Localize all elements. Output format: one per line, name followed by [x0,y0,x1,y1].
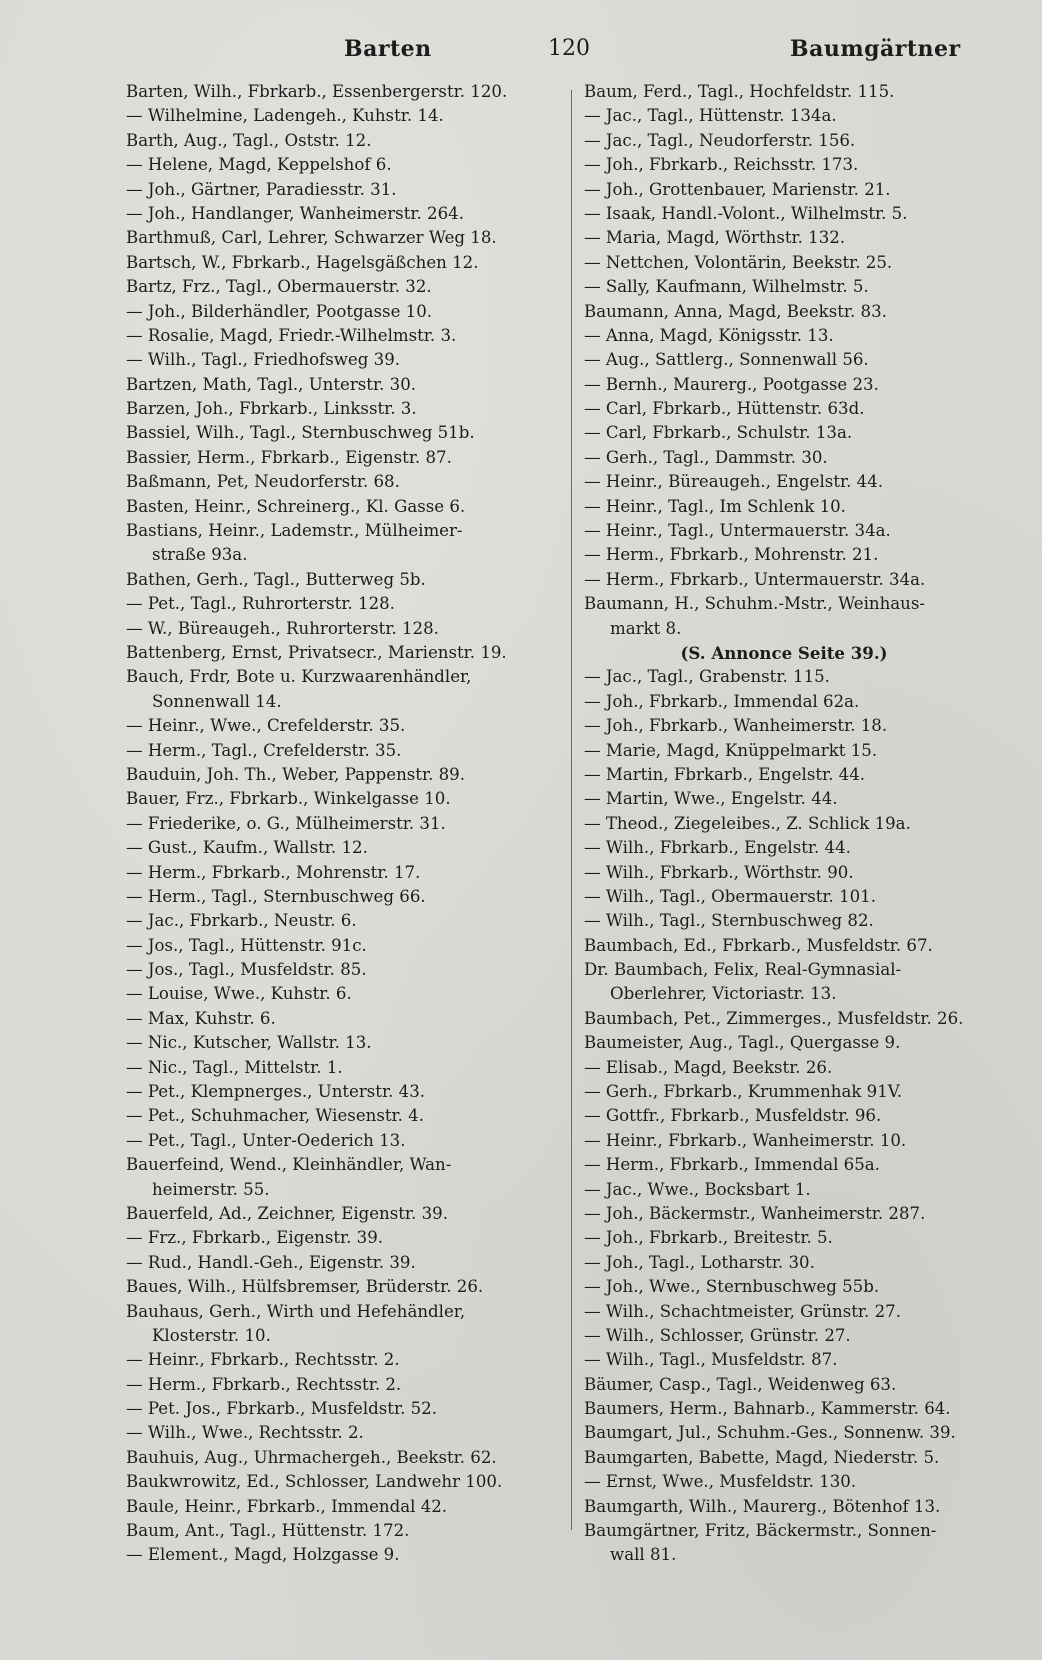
directory-entry: Baukwrowitz, Ed., Schlosser, Landwehr 100. [126,1472,503,1492]
directory-entry: — Theod., Ziegeleibes., Z. Schlick 19a. [584,813,911,833]
directory-entry: — Heinr., Wwe., Crefelderstr. 35. [126,716,406,736]
directory-entry: — Jac., Wwe., Bocksbart 1. [584,1179,811,1199]
directory-entry: Barth, Aug., Tagl., Oststr. 12. [126,130,372,150]
directory-entry: — Wilh., Schachtmeister, Grünstr. 27. [584,1301,901,1321]
directory-entry: Baumbach, Pet., Zimmerges., Musfeldstr. 26. [584,1008,964,1028]
directory-entry: Baumeister, Aug., Tagl., Quergasse 9. [584,1033,901,1053]
directory-entry: — Marie, Magd, Knüppelmarkt 15. [584,740,878,760]
directory-entry: — Heinr., Tagl., Im Schlenk 10. [584,496,846,516]
directory-entry: — Pet., Tagl., Ruhrorterstr. 128. [126,594,395,614]
right-column [584,80,1024,1568]
directory-entry: — Joh., Grottenbauer, Marienstr. 21. [584,179,891,199]
directory-entry: Barten, Wilh., Fbrkarb., Essenbergerstr. 120. [126,82,508,101]
directory-entry: Bassier, Herm., Fbrkarb., Eigenstr. 87. [126,447,452,467]
directory-entry: Bauhaus, Gerh., Wirth und Hefehändler, [126,1301,466,1321]
directory-entry: — Joh., Wwe., Sternbuschweg 55b. [584,1277,880,1297]
directory-entry: — Herm., Fbrkarb., Immendal 65a. [584,1155,880,1175]
directory-entry: — Jac., Tagl., Neudorferstr. 156. [584,130,856,150]
directory-entry: Baum, Ferd., Tagl., Hochfeldstr. 115. [584,82,895,101]
directory-entry: — Wilhelmine, Ladengeh., Kuhstr. 14. [126,106,444,126]
directory-entry: — Herm., Fbrkarb., Mohrenstr. 21. [584,545,879,565]
entry-continuation: Oberlehrer, Victoriastr. 13. [610,984,837,1004]
directory-entry: — Herm., Fbrkarb., Untermauerstr. 34a. [584,569,926,589]
directory-entry: — Wilh., Tagl., Obermauerstr. 101. [584,886,877,906]
directory-entry: Baumgärtner, Fritz, Bäckermstr., Sonnen- [584,1521,937,1541]
entry-continuation: Sonnenwall 14. [152,691,282,711]
directory-entry: Bassiel, Wilh., Tagl., Sternbuschweg 51b. [126,423,475,443]
directory-entry: Bäumer, Casp., Tagl., Weidenweg 63. [584,1374,897,1394]
directory-entry: — Rosalie, Magd, Friedr.-Wilhelmstr. 3. [126,325,457,345]
directory-entry: — Pet. Jos., Fbrkarb., Musfeldstr. 52. [126,1399,438,1419]
directory-entry: — Gerh., Fbrkarb., Krummenhak 91V. [584,1082,903,1102]
directory-entry: — Helene, Magd, Keppelshof 6. [126,155,392,175]
page-number: 120 [548,36,590,61]
column-divider [571,90,572,1530]
directory-entry: — Wilh., Tagl., Sternbuschweg 82. [584,911,874,931]
directory-entry: Baumgart, Jul., Schuhm.-Ges., Sonnenw. 39. [584,1423,956,1443]
directory-entry: — Joh., Fbrkarb., Immendal 62a. [584,691,860,711]
directory-entry: — Heinr., Büreaugeh., Engelstr. 44. [584,472,884,492]
directory-entry: — W., Büreaugeh., Ruhrorterstr. 128. [126,618,439,638]
directory-entry: Bathen, Gerh., Tagl., Butterweg 5b. [126,569,426,589]
directory-entry: — Elisab., Magd, Beekstr. 26. [584,1057,833,1077]
directory-entry: — Louise, Wwe., Kuhstr. 6. [126,984,352,1004]
directory-entry: — Joh., Handlanger, Wanheimerstr. 264. [126,203,464,223]
directory-entry: Baßmann, Pet, Neudorferstr. 68. [126,472,400,492]
directory-entry: Bauerfeld, Ad., Zeichner, Eigenstr. 39. [126,1203,448,1223]
entry-continuation: wall 81. [610,1545,677,1565]
directory-entry: — Max, Kuhstr. 6. [126,1008,276,1028]
directory-entry: — Joh., Bäckermstr., Wanheimerstr. 287. [584,1203,926,1223]
directory-entry: Bauer, Frz., Fbrkarb., Winkelgasse 10. [126,789,451,809]
directory-entry: — Carl, Fbrkarb., Schulstr. 13a. [584,423,853,443]
directory-entry: — Joh., Fbrkarb., Reichsstr. 173. [584,155,859,175]
directory-entry: — Rud., Handl.-Geh., Eigenstr. 39. [126,1252,416,1272]
directory-entry: Bauerfeind, Wend., Kleinhändler, Wan- [126,1155,452,1175]
directory-entry: — Aug., Sattlerg., Sonnenwall 56. [584,350,869,370]
directory-entry: — Isaak, Handl.-Volont., Wilhelmstr. 5. [584,203,908,223]
directory-entry: — Nic., Kutscher, Wallstr. 13. [126,1033,372,1053]
directory-entry: — Ernst, Wwe., Musfeldstr. 130. [584,1472,857,1492]
directory-entry: — Gust., Kaufm., Wallstr. 12. [126,838,368,858]
directory-entry: — Pet., Tagl., Unter-Oederich 13. [126,1130,406,1150]
directory-entry: — Herm., Tagl., Crefelderstr. 35. [126,740,402,760]
directory-entry: Bauch, Frdr, Bote u. Kurzwaarenhändler, [126,667,472,687]
directory-entry: — Element., Magd, Holzgasse 9. [126,1545,400,1565]
directory-entry: — Jac., Tagl., Hüttenstr. 134a. [584,106,837,126]
directory-entry: — Heinr., Fbrkarb., Wanheimerstr. 10. [584,1130,907,1150]
directory-entry: Bartsch, W., Fbrkarb., Hagelsgäßchen 12. [126,252,479,272]
directory-entry: — Wilh., Tagl., Friedhofsweg 39. [126,350,401,370]
directory-entry: Barzen, Joh., Fbrkarb., Linksstr. 3. [126,399,417,419]
header-left-keyword: Barten [344,36,432,62]
directory-entry: — Anna, Magd, Königsstr. 13. [584,325,834,345]
directory-entry: — Jos., Tagl., Hüttenstr. 91c. [126,935,367,955]
directory-entry: — Frz., Fbrkarb., Eigenstr. 39. [126,1228,384,1248]
directory-entry: — Bernh., Maurerg., Pootgasse 23. [584,374,879,394]
directory-entry: — Jac., Tagl., Grabenstr. 115. [584,667,830,687]
directory-entry: — Herm., Fbrkarb., Rechtsstr. 2. [126,1374,402,1394]
directory-entry: Baumgarth, Wilh., Maurerg., Bötenhof 13. [584,1496,941,1516]
directory-entry: Battenberg, Ernst, Privatsecr., Marienstr. 19. [126,642,507,662]
entry-continuation: heimerstr. 55. [152,1179,270,1199]
directory-entry: — Friederike, o. G., Mülheimerstr. 31. [126,813,446,833]
directory-entry: Bauduin, Joh. Th., Weber, Pappenstr. 89. [126,764,466,784]
directory-entry: — Martin, Fbrkarb., Engelstr. 44. [584,764,866,784]
directory-entry: — Herm., Fbrkarb., Mohrenstr. 17. [126,862,421,882]
directory-entry: — Wilh., Schlosser, Grünstr. 27. [584,1325,851,1345]
directory-entry: — Heinr., Fbrkarb., Rechtsstr. 2. [126,1350,400,1370]
directory-entry: Baumann, H., Schuhm.-Mstr., Weinhaus- [584,594,925,614]
directory-entry: Baues, Wilh., Hülfsbremser, Brüderstr. 26. [126,1277,484,1297]
header-right-keyword: Baumgärtner [790,36,961,62]
directory-entry: Basten, Heinr., Schreinerg., Kl. Gasse 6. [126,496,466,516]
directory-entry: — Joh., Fbrkarb., Wanheimerstr. 18. [584,716,888,736]
directory-entry: Baumgarten, Babette, Magd, Niederstr. 5. [584,1447,940,1467]
directory-entry: — Martin, Wwe., Engelstr. 44. [584,789,838,809]
directory-entry: Baum, Ant., Tagl., Hüttenstr. 172. [126,1521,410,1541]
directory-entry: — Gerh., Tagl., Dammstr. 30. [584,447,828,467]
directory-entry: — Wilh., Fbrkarb., Wörthstr. 90. [584,862,854,882]
directory-entry: Bauhuis, Aug., Uhrmachergeh., Beekstr. 62. [126,1447,497,1467]
directory-entry: Bartzen, Math, Tagl., Unterstr. 30. [126,374,417,394]
directory-entry: — Heinr., Tagl., Untermauerstr. 34a. [584,521,891,541]
directory-entry: — Joh., Gärtner, Paradiesstr. 31. [126,179,397,199]
directory-entry: — Carl, Fbrkarb., Hüttenstr. 63d. [584,399,865,419]
annotation-line: (S. Annonce Seite 39.) [680,642,888,663]
directory-entry: — Sally, Kaufmann, Wilhelmstr. 5. [584,277,869,297]
directory-entry: — Joh., Fbrkarb., Breitestr. 5. [584,1228,833,1248]
entry-continuation: markt 8. [610,618,682,638]
directory-entry: — Gottfr., Fbrkarb., Musfeldstr. 96. [584,1106,882,1126]
entry-continuation: straße 93a. [152,545,248,565]
left-column [126,80,556,1568]
directory-entry: — Wilh., Wwe., Rechtsstr. 2. [126,1423,364,1443]
directory-entry: — Wilh., Tagl., Musfeldstr. 87. [584,1350,838,1370]
directory-entry: — Maria, Magd, Wörthstr. 132. [584,228,846,248]
directory-entry: Baumann, Anna, Magd, Beekstr. 83. [584,301,887,321]
directory-entry: Baule, Heinr., Fbrkarb., Immendal 42. [126,1496,448,1516]
directory-entry: Barthmuß, Carl, Lehrer, Schwarzer Weg 18. [126,228,497,248]
entry-continuation: Klosterstr. 10. [152,1325,271,1345]
directory-entry: — Jac., Fbrkarb., Neustr. 6. [126,911,357,931]
directory-entry: Bastians, Heinr., Lademstr., Mülheimer- [126,521,463,541]
directory-entry: — Herm., Tagl., Sternbuschweg 66. [126,886,426,906]
directory-entry: Bartz, Frz., Tagl., Obermauerstr. 32. [126,277,432,297]
directory-entry: — Joh., Bilderhändler, Pootgasse 10. [126,301,433,321]
page-header [0,36,1042,76]
directory-entry: Dr. Baumbach, Felix, Real-Gymnasial- [584,960,902,980]
directory-entry: — Nettchen, Volontärin, Beekstr. 25. [584,252,893,272]
directory-entry: — Wilh., Fbrkarb., Engelstr. 44. [584,838,851,858]
directory-entry: — Pet., Klempnerges., Unterstr. 43. [126,1082,426,1102]
directory-entry: Baumbach, Ed., Fbrkarb., Musfeldstr. 67. [584,935,933,955]
directory-entry: Baumers, Herm., Bahnarb., Kammerstr. 64. [584,1399,951,1419]
directory-entry: — Jos., Tagl., Musfeldstr. 85. [126,960,367,980]
directory-entry: — Joh., Tagl., Lotharstr. 30. [584,1252,815,1272]
directory-entry: — Nic., Tagl., Mittelstr. 1. [126,1057,343,1077]
directory-entry: — Pet., Schuhmacher, Wiesenstr. 4. [126,1106,424,1126]
